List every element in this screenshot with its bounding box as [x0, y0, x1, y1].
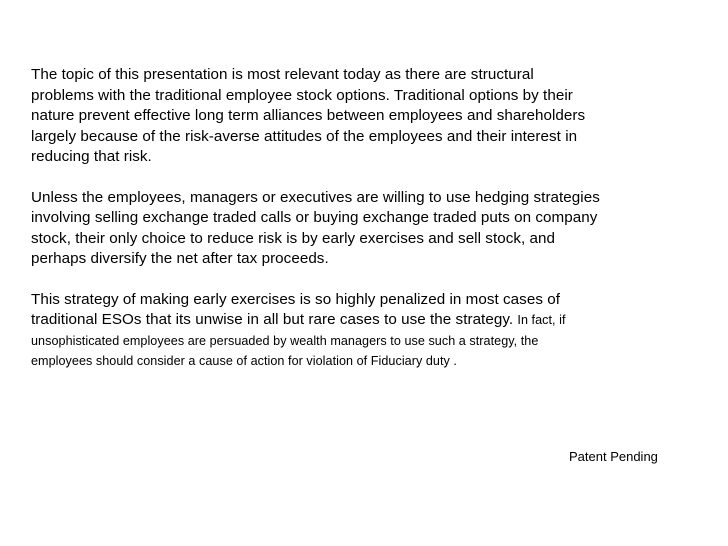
body-text	[31, 65, 721, 372]
paragraph-1	[31, 65, 721, 168]
paragraph-line: reducing that risk.	[31, 148, 152, 165]
paragraph-line-small-text: In fact, if	[517, 313, 566, 327]
paragraph-line: Unless the employees, managers or executives are willing to use hedging strategies	[31, 188, 600, 206]
paragraph-small-line: employees should consider a cause of action for violation of Fiduciary duty .	[31, 354, 457, 368]
paragraph-3	[31, 290, 721, 372]
paragraph-spacer	[31, 270, 721, 290]
paragraph-line: problems with the traditional employee stock options. Traditional options by their	[31, 86, 573, 104]
paragraph-line: nature prevent effective long term alliances between employees and shareholders	[31, 107, 586, 124]
paragraph-small-line: unsophisticated employees are persuaded by wealth managers to use such a strategy, the	[31, 333, 539, 348]
paragraph-line: perhaps diversify the net after tax proceeds.	[31, 250, 329, 267]
paragraph-line: stock, their only choice to reduce risk is by early exercises and sell stock, and	[31, 229, 556, 247]
paragraph-line: This strategy of making early exercises is so highly penalized in most cases of	[31, 290, 560, 308]
patent-pending-note: Patent Pending	[569, 449, 658, 464]
paragraph-2	[31, 188, 721, 270]
paragraph-spacer	[31, 168, 721, 188]
paragraph-line: The topic of this presentation is most relevant today as there are structural	[31, 66, 534, 83]
paragraph-line: largely because of the risk-averse attitudes of the employees and their interest in	[31, 127, 578, 145]
paragraph-line: involving selling exchange traded calls or buying exchange traded puts on company	[31, 209, 598, 226]
paragraph-line-text: traditional ESOs that its unwise in all but rare cases to use the strategy.	[31, 311, 514, 328]
paragraph-line	[31, 310, 721, 331]
